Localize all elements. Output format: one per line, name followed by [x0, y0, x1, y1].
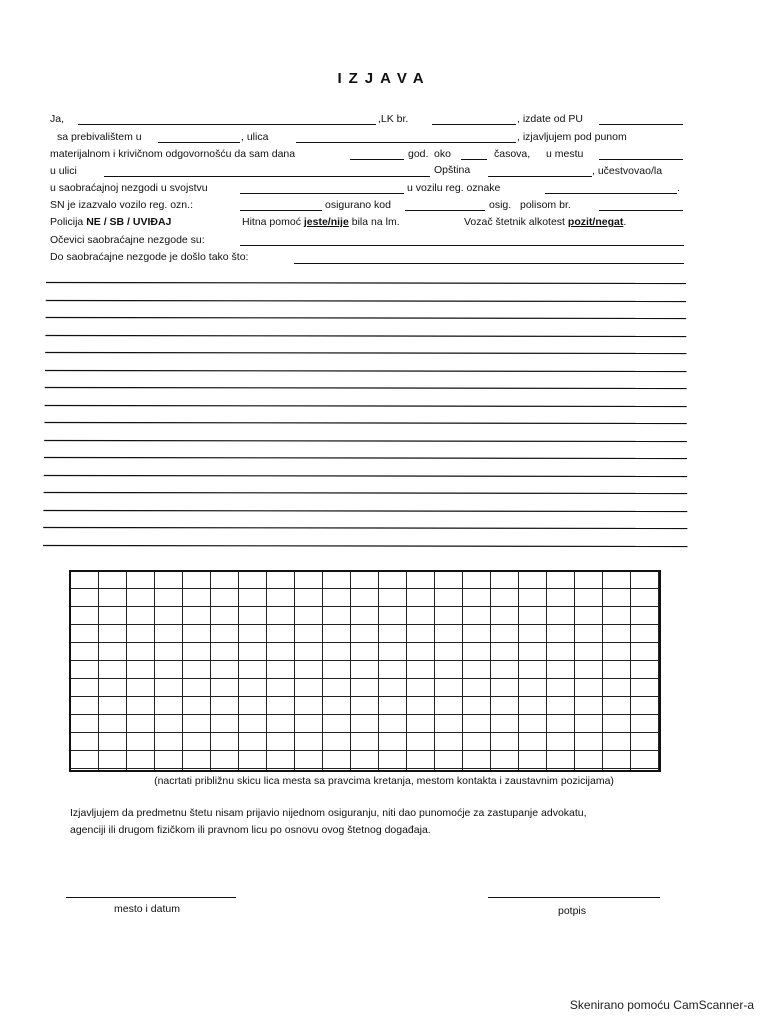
label-doslo: Do saobraćajne nezgode je došlo tako što: — [50, 251, 249, 263]
label-opstina: Opština — [434, 164, 471, 176]
label-ucestvovao: , učestvovao/la — [592, 165, 663, 177]
label-period: . — [677, 182, 680, 194]
label-osig: osig. — [489, 199, 512, 211]
declaration-line-2: agenciji ili drugom fizičkom ili pravnom licu po osnovu ovog štetnog događaja. — [70, 824, 431, 836]
label-lk: ,LK br. — [378, 113, 409, 125]
label-odgovornost: materijalnom i krivičnom odgovornošću da sam dana — [50, 148, 296, 160]
description-line[interactable] — [44, 423, 686, 424]
description-line[interactable] — [45, 336, 686, 337]
description-line[interactable] — [46, 301, 686, 302]
label-god: god. — [408, 148, 429, 160]
description-line[interactable] — [45, 406, 687, 407]
place-date-label: mesto i datum — [114, 903, 180, 915]
label-u-vozilu: u vozilu reg. oznake — [407, 182, 501, 194]
label-u-mestu: u mestu — [546, 148, 584, 160]
declaration-line-1: Izjavljujem da predmetnu štetu nisam prijavio nijednom osiguranju, niti dao punomoćje za zastupanje advokatu, — [70, 807, 587, 819]
description-line[interactable] — [43, 546, 688, 547]
description-line[interactable] — [46, 283, 686, 284]
label-izdate: , izdate od PU — [517, 113, 583, 125]
description-line[interactable] — [44, 493, 688, 494]
description-line[interactable] — [46, 318, 687, 319]
description-line[interactable] — [45, 388, 687, 389]
place-date-line[interactable] — [66, 897, 236, 898]
description-line[interactable] — [45, 371, 687, 372]
label-casova: časova, — [494, 148, 531, 160]
label-ja: Ja, — [50, 113, 65, 125]
sketch-grid[interactable] — [69, 570, 661, 772]
label-policija: Policija NE / SB / UVIĐAJ — [50, 216, 172, 228]
label-u-ulici: u ulici — [50, 165, 77, 177]
description-line[interactable] — [43, 528, 687, 529]
label-vozac: Vozač štetnik alkotest pozit/negat. — [464, 216, 627, 228]
label-ocevici: Očevici saobraćajne nezgode su: — [50, 234, 205, 246]
description-line[interactable] — [43, 511, 687, 512]
description-line[interactable] — [45, 353, 686, 354]
label-sn: SN je izazvalo vozilo reg. ozn.: — [50, 199, 193, 211]
document-title: IZJAVA — [337, 70, 431, 87]
label-ulica: , ulica — [241, 131, 269, 143]
signature-line[interactable] — [488, 897, 660, 898]
description-line[interactable] — [44, 476, 687, 477]
label-osigurano: osigurano kod — [325, 199, 391, 211]
description-line[interactable] — [44, 458, 687, 459]
label-oko: oko — [434, 148, 451, 160]
label-polisom: polisom br. — [520, 199, 571, 211]
label-izjavljujem: , izjavljujem pod punom — [517, 131, 627, 143]
scanner-footer: Skenirano pomoću CamScanner-a — [569, 998, 754, 1012]
label-prebivaliste: sa prebivalištem u — [57, 131, 142, 143]
sketch-caption: (nacrtati približnu skicu lica mesta sa pravcima kretanja, mestom kontakta i zaustavnim pozicijama) — [154, 775, 614, 787]
description-line[interactable] — [44, 441, 687, 442]
label-nezgoda: u saobraćajnoj nezgodi u svojstvu — [50, 182, 208, 194]
signature-label: potpis — [558, 905, 587, 917]
label-hitna: Hitna pomoć jeste/nije bila na lm. — [242, 216, 400, 228]
